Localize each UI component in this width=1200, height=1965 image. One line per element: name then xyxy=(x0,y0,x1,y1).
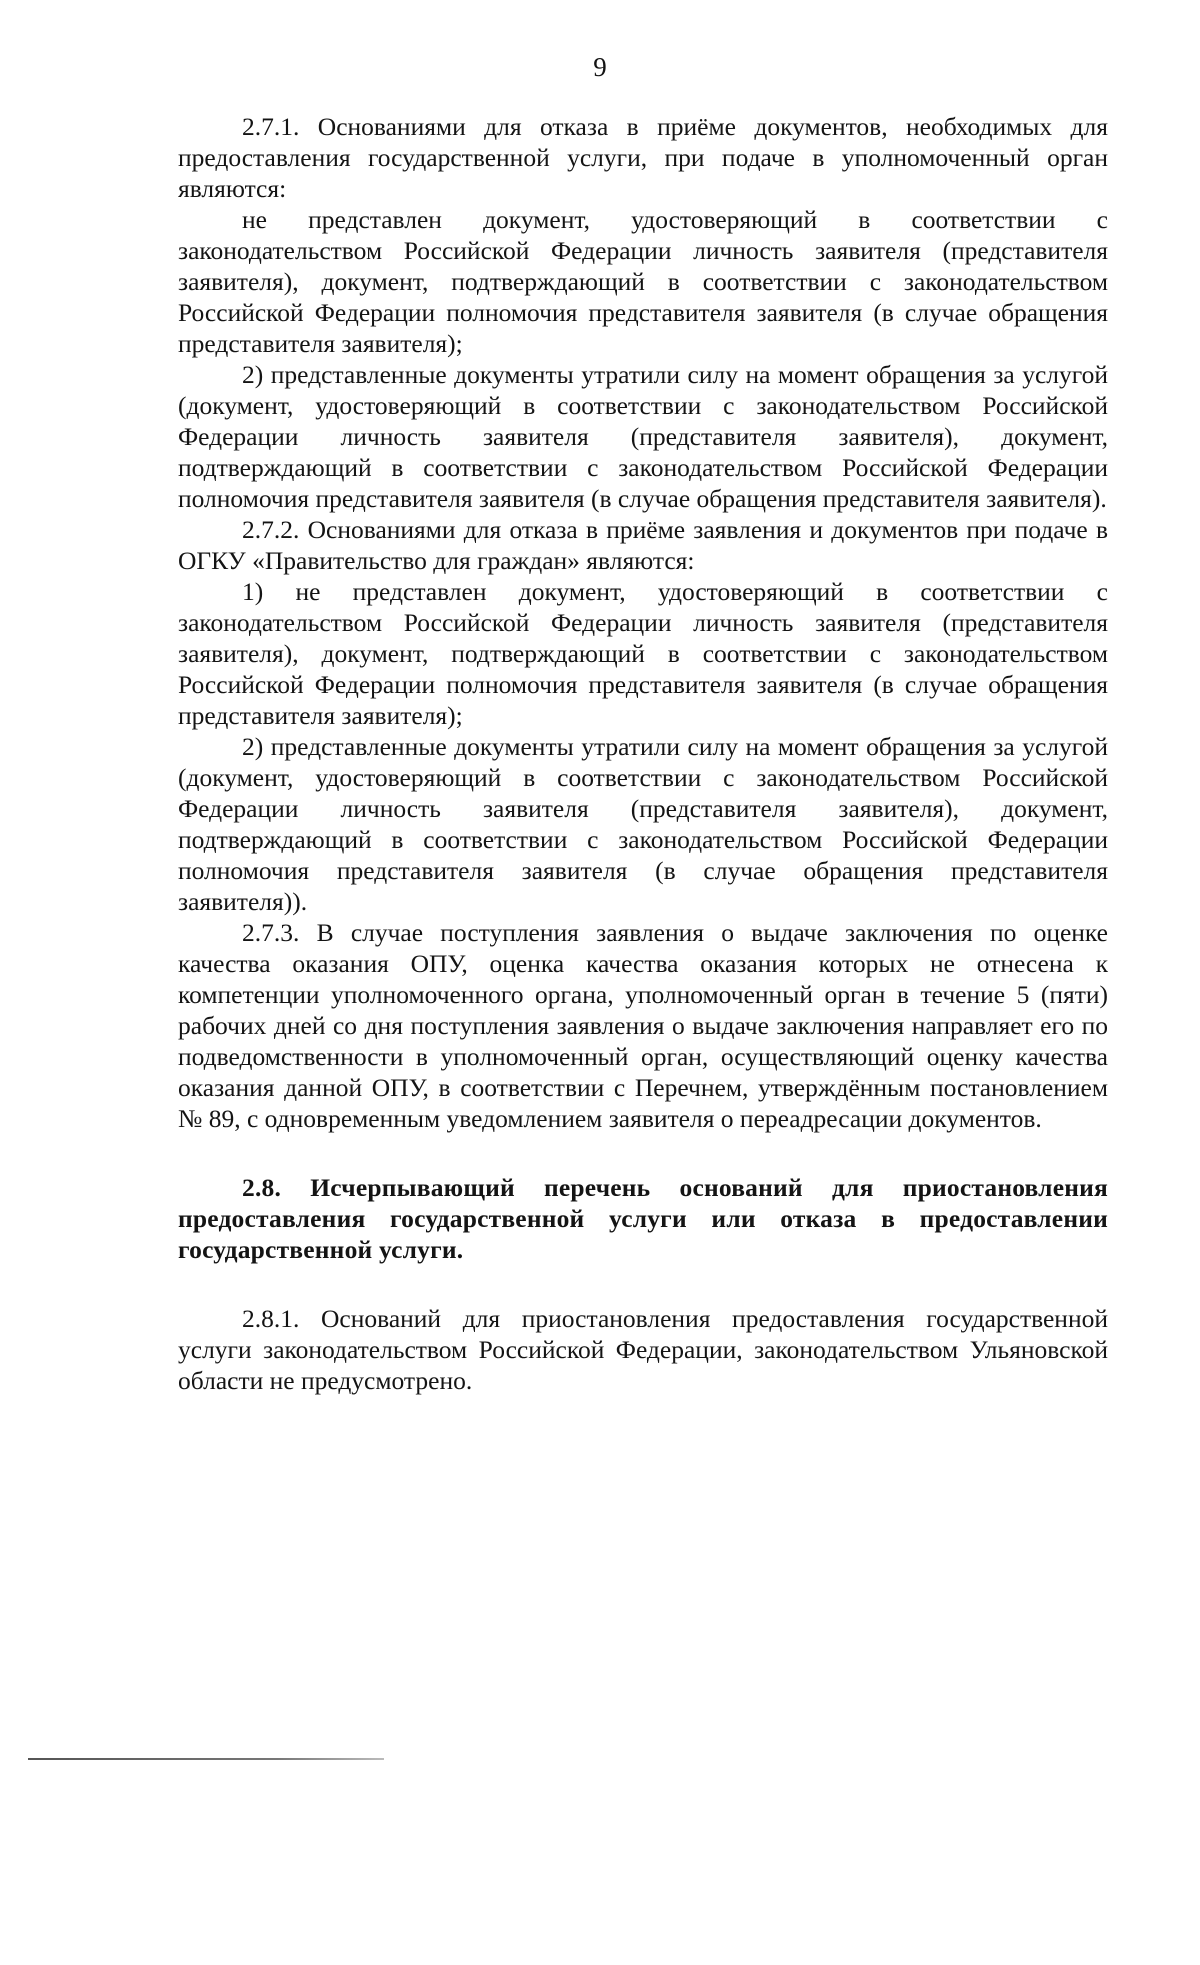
paragraph-2-7-1: 2.7.1. Основаниями для отказа в приёме документов, необходимых для предоставления государственной услуги, при подаче в уполномоченный орган являются: xyxy=(178,112,1108,203)
page-number: 9 xyxy=(593,52,607,82)
paragraph-2-7-2-item-2: 2) представленные документы утратили силу на момент обращения за услугой (документ, удостоверяющий в соответствии с законодательством Российской Федерации личность заявителя (представителя заявителя), документ, подтверждающий в соответствии с законодательством Российской Федерации полномочия представителя заявителя (в случае обращения представителя заявителя)). xyxy=(178,732,1108,916)
paragraph-2-7-3: 2.7.3. В случае поступления заявления о выдаче заключения по оценке качества оказания ОПУ, оценка качества оказания которых не отнесена к компетенции уполномоченного органа, уполномоченный орган в течение 5 (пяти) рабочих дней со дня поступления заявления о выдаче заключения направляет его по подведомственности в уполномоченный орган, осуществляющий оценку качества оказания данной ОПУ, в соответствии с Перечнем, утверждённым постановлением № 89, с одновременным уведомлением заявителя о переадресации документов. xyxy=(178,918,1108,1133)
section-heading-2-8: 2.8. Исчерпывающий перечень оснований для приостановления предоставления государственной услуги или отказа в предоставлении государственной услуги. xyxy=(178,1173,1108,1264)
document-body xyxy=(178,111,1108,1396)
paragraph-2-7-2-item-1: 1) не представлен документ, удостоверяющий в соответствии с законодательством Российской Федерации личность заявителя (представителя заявителя), документ, подтверждающий в соответствии с законодательством Российской Федерации полномочия представителя заявителя (в случае обращения представителя заявителя); xyxy=(178,577,1108,730)
paragraph-2-8-1: 2.8.1. Оснований для приостановления предоставления государственной услуги законодательством Российской Федерации, законодательством Ульяновской области не предусмотрено. xyxy=(178,1304,1108,1395)
paragraph-2-7-2: 2.7.2. Основаниями для отказа в приёме заявления и документов при подаче в ОГКУ «Правительство для граждан» являются: xyxy=(178,515,1108,575)
paragraph-2-7-1-item-1: не представлен документ, удостоверяющий в соответствии с законодательством Российской Федерации личность заявителя (представителя заявителя), документ, подтверждающий в соответствии с законодательством Российской Федерации полномочия представителя заявителя (в случае обращения представителя заявителя); xyxy=(178,205,1108,358)
footnote-separator-line xyxy=(28,1758,384,1760)
paragraph-2-7-1-item-2: 2) представленные документы утратили силу на момент обращения за услугой (документ, удостоверяющий в соответствии с законодательством Российской Федерации личность заявителя (представителя заявителя), документ, подтверждающий в соответствии с законодательством Российской Федерации полномочия представителя заявителя (в случае обращения представителя заявителя). xyxy=(178,360,1108,513)
